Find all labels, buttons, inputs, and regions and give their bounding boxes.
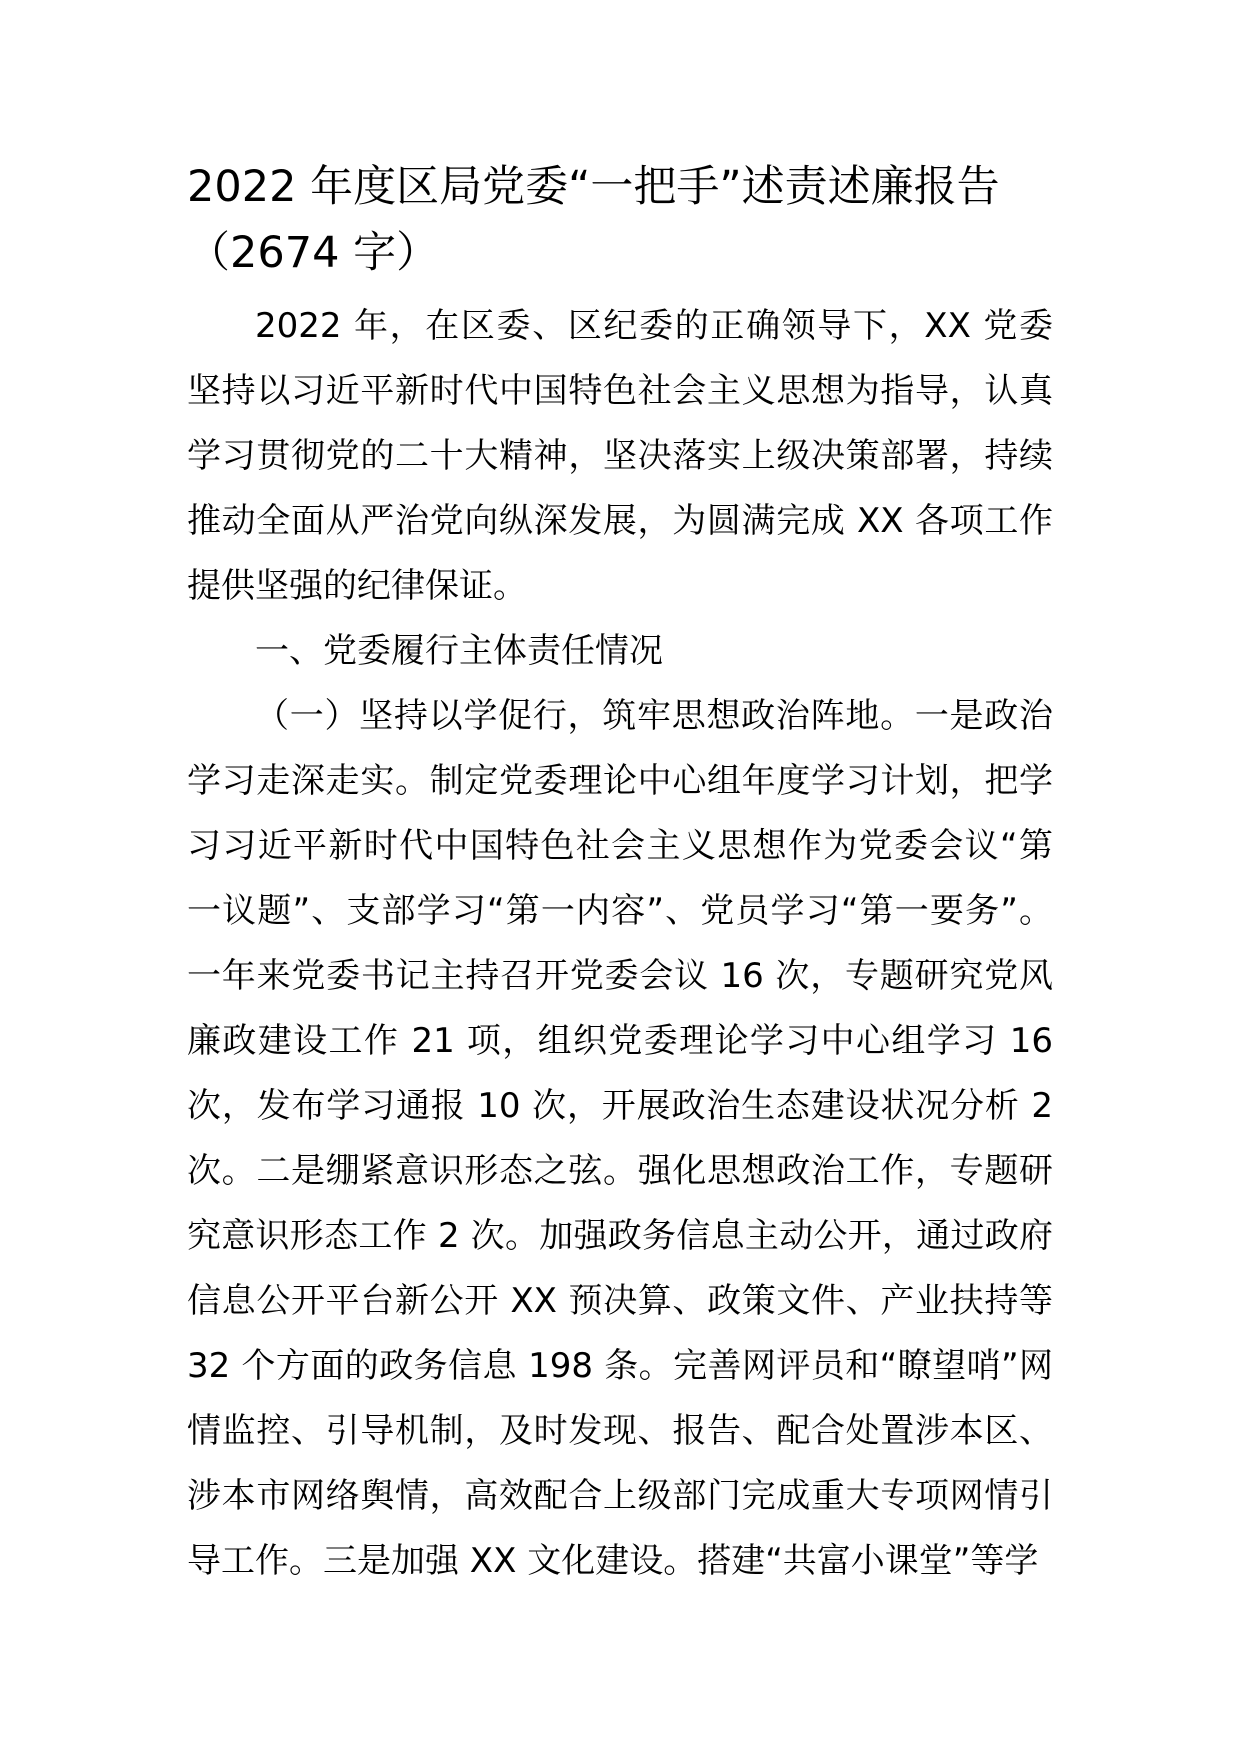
document-content: [187, 154, 1053, 1594]
intro-paragraph: 2022 年，在区委、区纪委的正确领导下，XX 党委坚持以习近平新时代中国特色社会主义思想为指导，认真学习贯彻党的二十大精神，坚决落实上级决策部署，持续推动全面从严治党向纵深发展，为圆满完成 XX 各项工作提供坚强的纪律保证。: [187, 306, 1053, 606]
section-body-paragraph: （一）坚持以学促行，筑牢思想政治阵地。一是政治学习走深走实。制定党委理论中心组年度学习计划，把学习习近平新时代中国特色社会主义思想作为党委会议“第一议题”、支部学习“第一内容”、党员学习“第一要务”。一年来党委书记主持召开党委会议 16 次，专题研究党风廉政建设工作 21 项，组织党委理论学习中心组学习 16 次，发布学习通报 10 次，开展政治生态建设状况分析 2 次。二是绷紧意识形态之弦。强化思想政治工作，专题研究意识形态工作 2 次。加强政务信息主动公开，通过政府信息公开平台新公开 XX 预决算、政策文件、产业扶持等 32 个方面的政务信息 198 条。完善网评员和“瞭望哨”网情监控、引导机制，及时发现、报告、配合处置涉本区、涉本市网络舆情，高效配合上级部门完成重大专项网情引导工作。三是加强 XX 文化建设。搭建“共富小课堂”等学: [187, 696, 1053, 1581]
document-title: 2022 年度区局党委“一把手”述责述廉报告（2674 字）: [187, 162, 1000, 278]
section-heading: 一、党委履行主体责任情况: [255, 631, 663, 671]
